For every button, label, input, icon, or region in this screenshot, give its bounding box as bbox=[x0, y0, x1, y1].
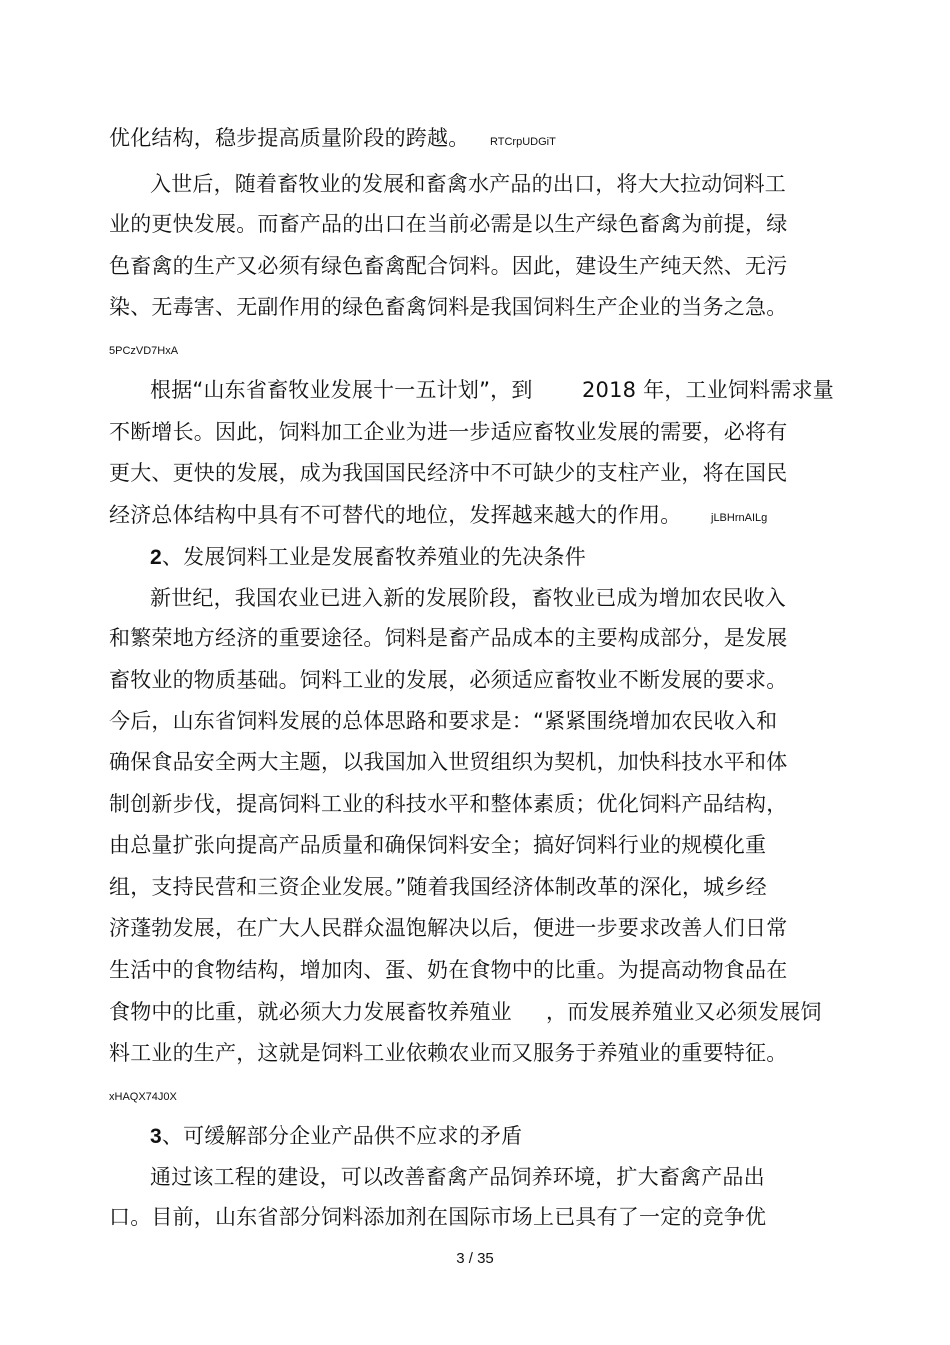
doc-code: jLBHrnAILg bbox=[711, 512, 768, 524]
heading-title: 、发展饲料工业是发展畜牧养殖业的先决条件 bbox=[161, 545, 586, 569]
body-line bbox=[0, 498, 950, 532]
doc-code: xHAQX74J0X bbox=[109, 1091, 177, 1103]
body-line bbox=[0, 581, 950, 615]
body-line bbox=[0, 953, 950, 987]
heading-number: 2 bbox=[150, 546, 162, 569]
heading-text bbox=[150, 1119, 522, 1154]
body-line bbox=[0, 870, 950, 904]
text-segment: 今后，山东省饲料发展的总体思路和要求是：“紧紧围绕增加农民收入和 bbox=[109, 709, 778, 733]
body-line bbox=[0, 373, 950, 407]
text-segment: 制创新步伐，提高饲料工业的科技水平和整体素质；优化饲料产品结构， bbox=[109, 792, 788, 816]
body-line bbox=[0, 415, 950, 449]
text-segment: 色畜禽的生产又必须有绿色畜禽配合饲料。因此，建设生产纯天然、无污 bbox=[109, 254, 788, 278]
body-line bbox=[0, 167, 950, 201]
text-segment: 优化结构，稳步提高质量阶段的跨越。 bbox=[109, 126, 470, 150]
section-heading bbox=[0, 540, 950, 574]
text-segment: 通过该工程的建设，可以改善畜禽产品饲养环境，扩大畜禽产品出 bbox=[150, 1165, 765, 1189]
text-segment: 由总量扩张向提高产品质量和确保饲料安全；搞好饲料行业的规模化重 bbox=[109, 833, 767, 857]
body-line bbox=[0, 828, 950, 862]
body-line bbox=[0, 290, 950, 324]
text-segment: 口。目前，山东省部分饲料添加剂在国际市场上已具有了一定的竞争优 bbox=[109, 1205, 767, 1229]
text-segment: 畜牧业的物质基础。饲料工业的发展，必须适应畜牧业不断发展的要求。 bbox=[109, 668, 788, 692]
body-line bbox=[0, 1200, 950, 1234]
text-segment: 确保食品安全两大主题，以我国加入世贸组织为契机，加快科技水平和体 bbox=[109, 750, 788, 774]
body-line bbox=[0, 621, 950, 655]
body-line bbox=[0, 787, 950, 821]
text-segment: 济蓬勃发展，在广大人民群众温饱解决以后，便进一步要求改善人们日常 bbox=[109, 916, 788, 940]
body-line bbox=[0, 1036, 950, 1070]
body-line bbox=[0, 704, 950, 738]
section-heading bbox=[0, 1119, 950, 1153]
text-segment: 更大、更快的发展，成为我国国民经济中不可缺少的支柱产业，将在国民 bbox=[109, 461, 788, 485]
text-segment: 料工业的生产，这就是饲料工业依赖农业而又服务于养殖业的重要特征。 bbox=[109, 1041, 788, 1065]
doc-code: RTCrpUDGiT bbox=[490, 136, 556, 148]
body-line bbox=[0, 207, 950, 241]
heading-number: 3 bbox=[150, 1125, 162, 1148]
body-line bbox=[0, 249, 950, 283]
body-line bbox=[0, 911, 950, 945]
text-segment: 组，支持民营和三资企业发展。”随着我国经济体制改革的深化，城乡经 bbox=[109, 875, 767, 899]
text-segment: 生活中的食物结构，增加肉、蛋、奶在食物中的比重。为提高动物食品在 bbox=[109, 958, 788, 982]
text-segment: 根据“山东省畜牧业发展十一五计划”，到 bbox=[150, 378, 533, 402]
text-segment: 染、无毒害、无副作用的绿色畜禽饲料是我国饲料生产企业的当务之急。 bbox=[109, 295, 788, 319]
text-segment: 2018 年，工业饲料需求量 bbox=[582, 378, 834, 402]
text-segment: 和繁荣地方经济的重要途径。饲料是畜产品成本的主要构成部分，是发展 bbox=[109, 626, 788, 650]
text-segment: 新世纪，我国农业已进入新的发展阶段，畜牧业已成为增加农民收入 bbox=[150, 586, 786, 610]
body-line bbox=[0, 995, 950, 1029]
body-line bbox=[0, 456, 950, 490]
text-segment: 业的更快发展。而畜产品的出口在当前必需是以生产绿色畜禽为前提，绿 bbox=[109, 212, 788, 236]
text-segment: 食物中的比重，就必须大力发展畜牧养殖业 bbox=[109, 1000, 512, 1024]
text-segment: 入世后，随着畜牧业的发展和畜禽水产品的出口，将大大拉动饲料工 bbox=[150, 172, 786, 196]
body-line bbox=[0, 663, 950, 697]
doc-code: 5PCzVD7HxA bbox=[109, 345, 179, 357]
text-segment: 不断增长。因此，饲料加工企业为进一步适应畜牧业发展的需要，必将有 bbox=[109, 420, 788, 444]
heading-text bbox=[150, 540, 586, 575]
text-segment: 经济总体结构中具有不可替代的地位，发挥越来越大的作用。 bbox=[109, 503, 682, 527]
page-number: 3 / 35 bbox=[456, 1250, 494, 1267]
body-line bbox=[0, 1160, 950, 1194]
body-line bbox=[0, 121, 950, 155]
text-segment: ，而发展养殖业又必须发展饲 bbox=[546, 1000, 822, 1024]
body-line bbox=[0, 745, 950, 779]
heading-title: 、可缓解部分企业产品供不应求的矛盾 bbox=[161, 1124, 523, 1148]
